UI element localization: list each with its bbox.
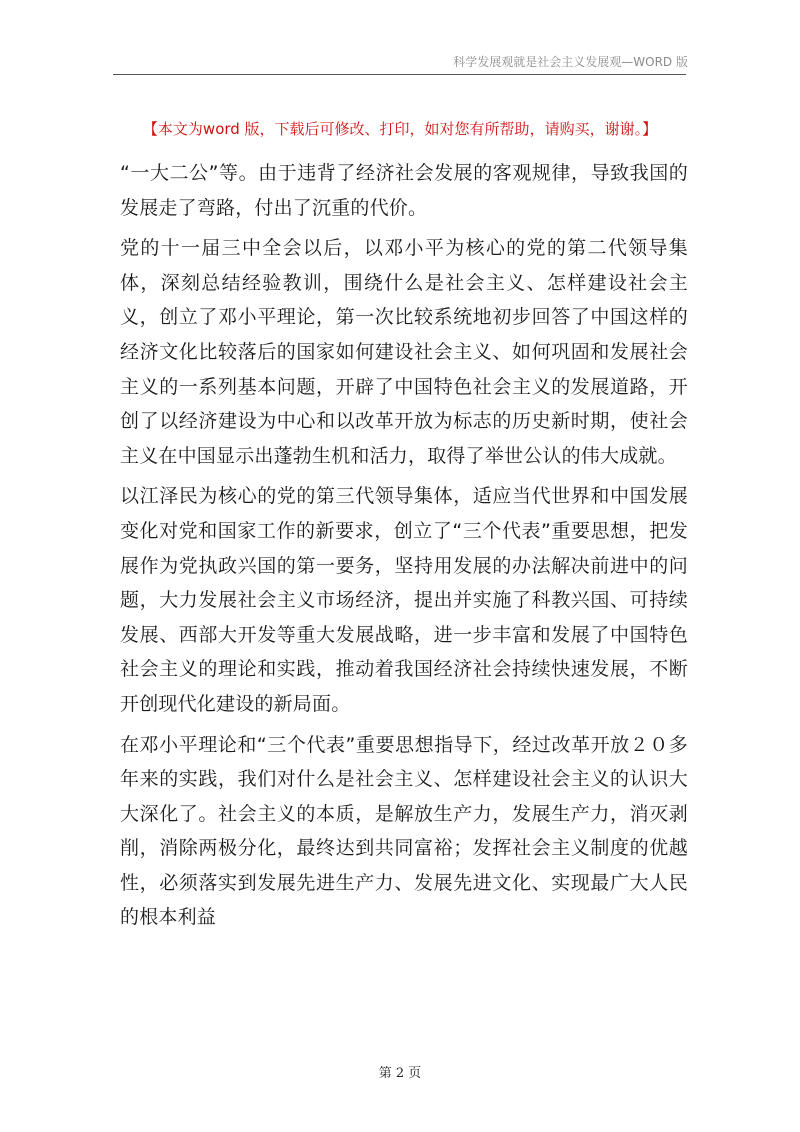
paragraph: “一大二公”等。由于违背了经济社会发展的客观规律，导致我国的发展走了弯路，付出了沉重的代价。 — [120, 162, 688, 219]
paragraph: 以江泽民为核心的党的第三代领导集体，适应当代世界和中国发展变化对党和国家工作的新要求，创立了“三个代表”重要思想，把发展作为党执政兴国的第一要务，坚持用发展的办法解决前进中的问题，大力发展社会主义市场经济，提出并实施了科教兴国、可持续发展、西部大开发等重大发展战略，进一步丰富和发展了中国特色社会主义的理论和实践，推动着我国经济社会持续快速发展，不断开创现代化建设的新局面。 — [120, 485, 688, 715]
header-divider — [113, 74, 686, 75]
paragraph: 党的十一届三中全会以后，以邓小平为核心的党的第二代领导集体，深刻总结经验教训，围绕什么是社会主义、怎样建设社会主义，创立了邓小平理论，第一次比较系统地初步回答了中国这样的经济文化比较落后的国家如何建设社会主义、如何巩固和发展社会主义的一系列基本问题，开辟了中国特色社会主义的发展道路，开创了以经济建设为中心和以改革开放为标志的历史新时期，使社会主义在中国显示出蓬勃生机和活力，取得了举世公认的伟大成就。 — [120, 237, 688, 467]
purchase-notice: 【本文为word 版，下载后可修改、打印，如对您有所帮助，请购买，谢谢。】 — [142, 120, 658, 138]
paragraph: 在邓小平理论和“三个代表”重要思想指导下，经过改革开放２０多年来的实践，我们对什么是社会主义、怎样建设社会主义的认识大大深化了。社会主义的本质，是解放生产力，发展生产力，消灭剥削，消除两极分化，最终达到共同富裕；发挥社会主义制度的优越性，必须落实到发展先进生产力、发展先进文化、实现最广大人民的根本利益 — [120, 733, 688, 929]
document-body — [120, 156, 688, 941]
page-number: 第 2 页 — [378, 1066, 422, 1081]
document-header-title: 科学发展观就是社会主义发展观—WORD 版 — [453, 55, 688, 69]
